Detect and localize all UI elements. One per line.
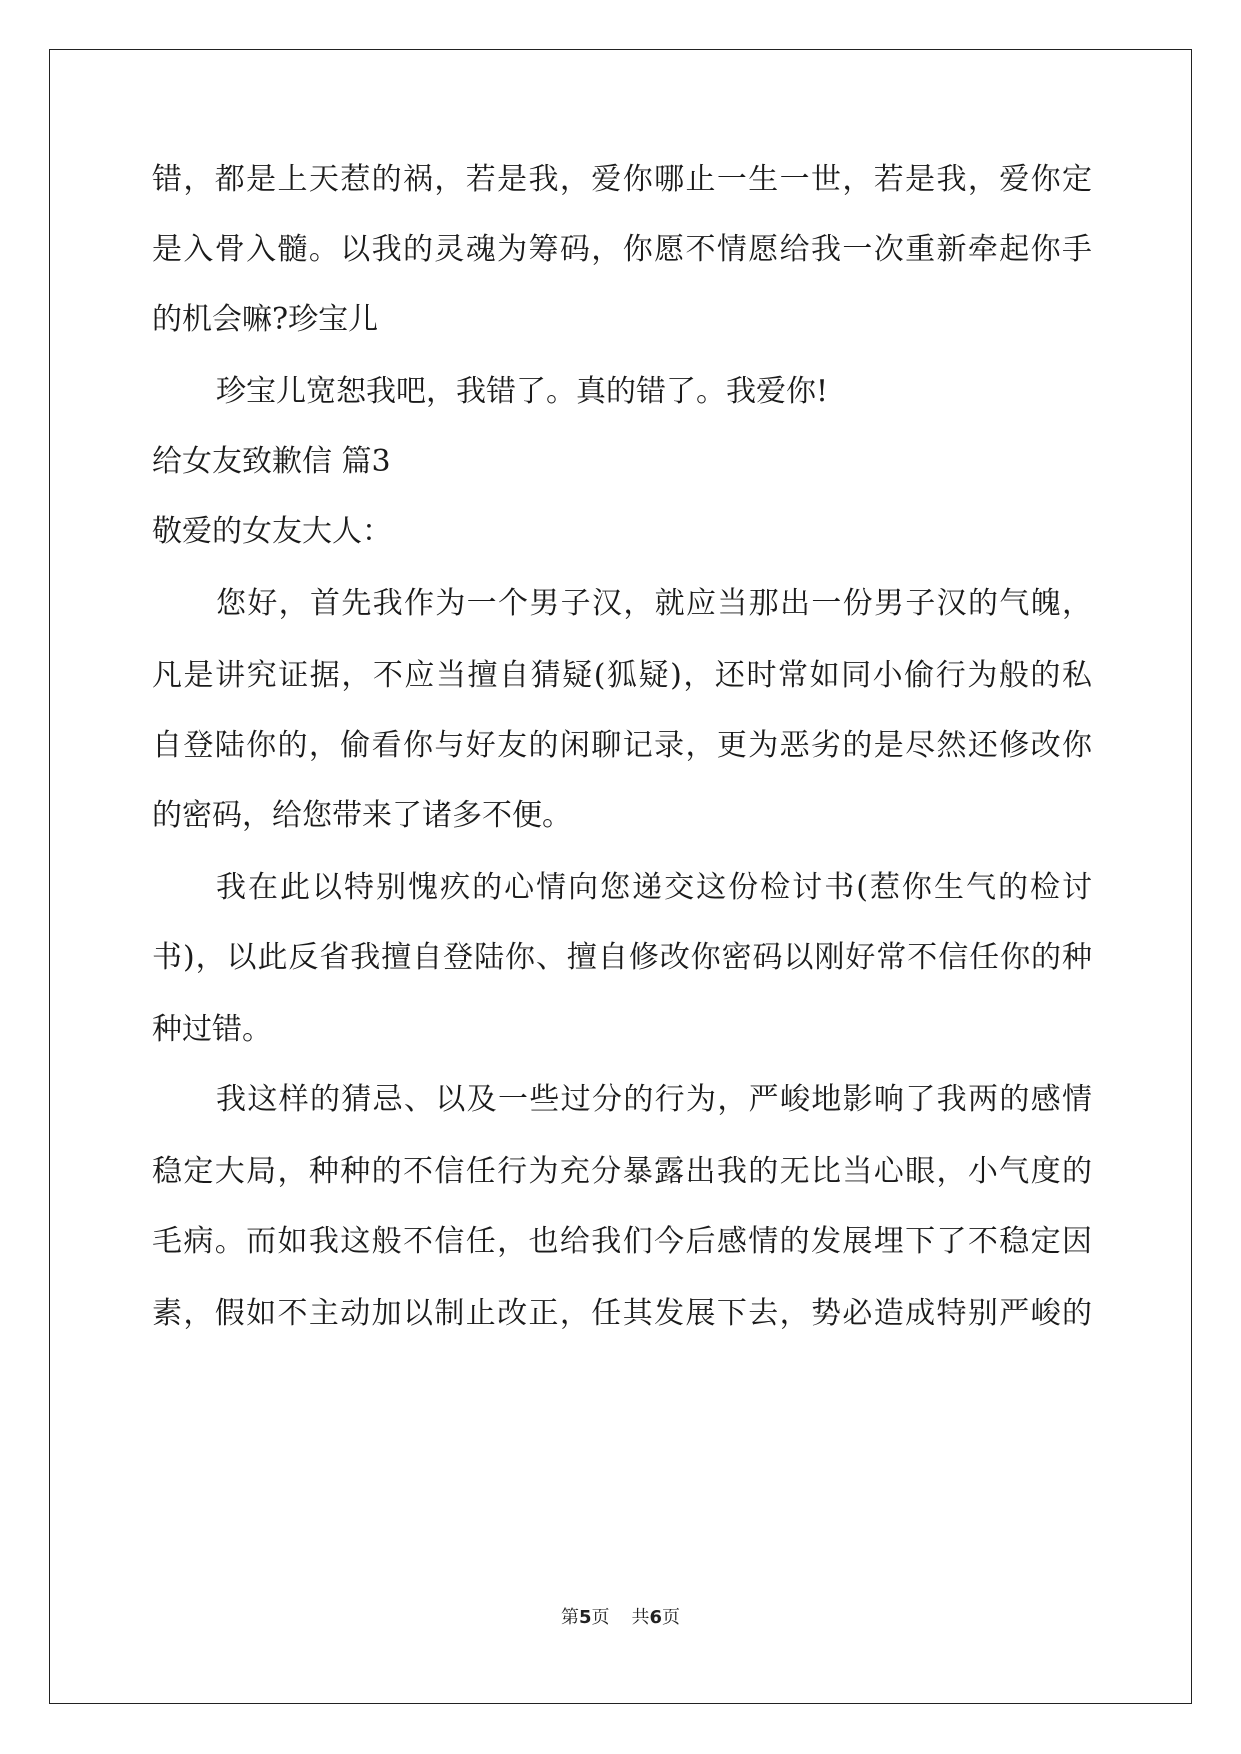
body-line: 错，都是上天惹的祸，若是我，爱你哪止一生一世，若是我，爱你定 [152,162,1092,197]
body-line: 的机会嘛?珍宝儿 [152,302,379,337]
body-line: 是入骨入髓。以我的灵魂为筹码，你愿不情愿给我一次重新牵起你手 [152,232,1092,267]
page-footer [0,1606,1241,1630]
page-prefix: 第 [560,1607,579,1628]
body-line: 书)，以此反省我擅自登陆你、擅自修改你密码以刚好常不信任你的种 [152,940,1092,975]
body-line: 我这样的猜忌、以及一些过分的行为，严峻地影响了我两的感情 [216,1082,1092,1117]
page-number: 5 [578,1607,592,1628]
section-heading: 给女友致歉信 篇3 [152,444,391,479]
body-line: 素，假如不主动加以制止改正，任其发展下去，势必造成特别严峻的 [152,1296,1092,1331]
body-line: 自登陆你的，偷看你与好友的闲聊记录，更为恶劣的是尽然还修改你 [152,728,1092,763]
body-line: 的密码，给您带来了诸多不便。 [152,798,572,833]
salutation: 敬爱的女友大人： [152,514,392,549]
page-suffix: 页 [591,1607,610,1628]
total-suffix: 页 [662,1607,681,1628]
body-line: 稳定大局，种种的不信任行为充分暴露出我的无比当心眼，小气度的 [152,1154,1092,1189]
body-line: 凡是讲究证据，不应当擅自猜疑(狐疑)，还时常如同小偷行为般的私 [152,658,1092,693]
total-prefix: 共 [631,1607,650,1628]
body-line: 我在此以特别愧疚的心情向您递交这份检讨书(惹你生气的检讨 [216,870,1092,905]
body-line: 种过错。 [152,1012,272,1047]
body-line: 珍宝儿宽恕我吧，我错了。真的错了。我爱你! [216,374,829,409]
body-line: 您好，首先我作为一个男子汉，就应当那出一份男子汉的气魄， [216,586,1092,621]
body-line: 毛病。而如我这般不信任，也给我们今后感情的发展埋下了不稳定因 [152,1224,1092,1259]
page-total: 6 [649,1607,663,1628]
